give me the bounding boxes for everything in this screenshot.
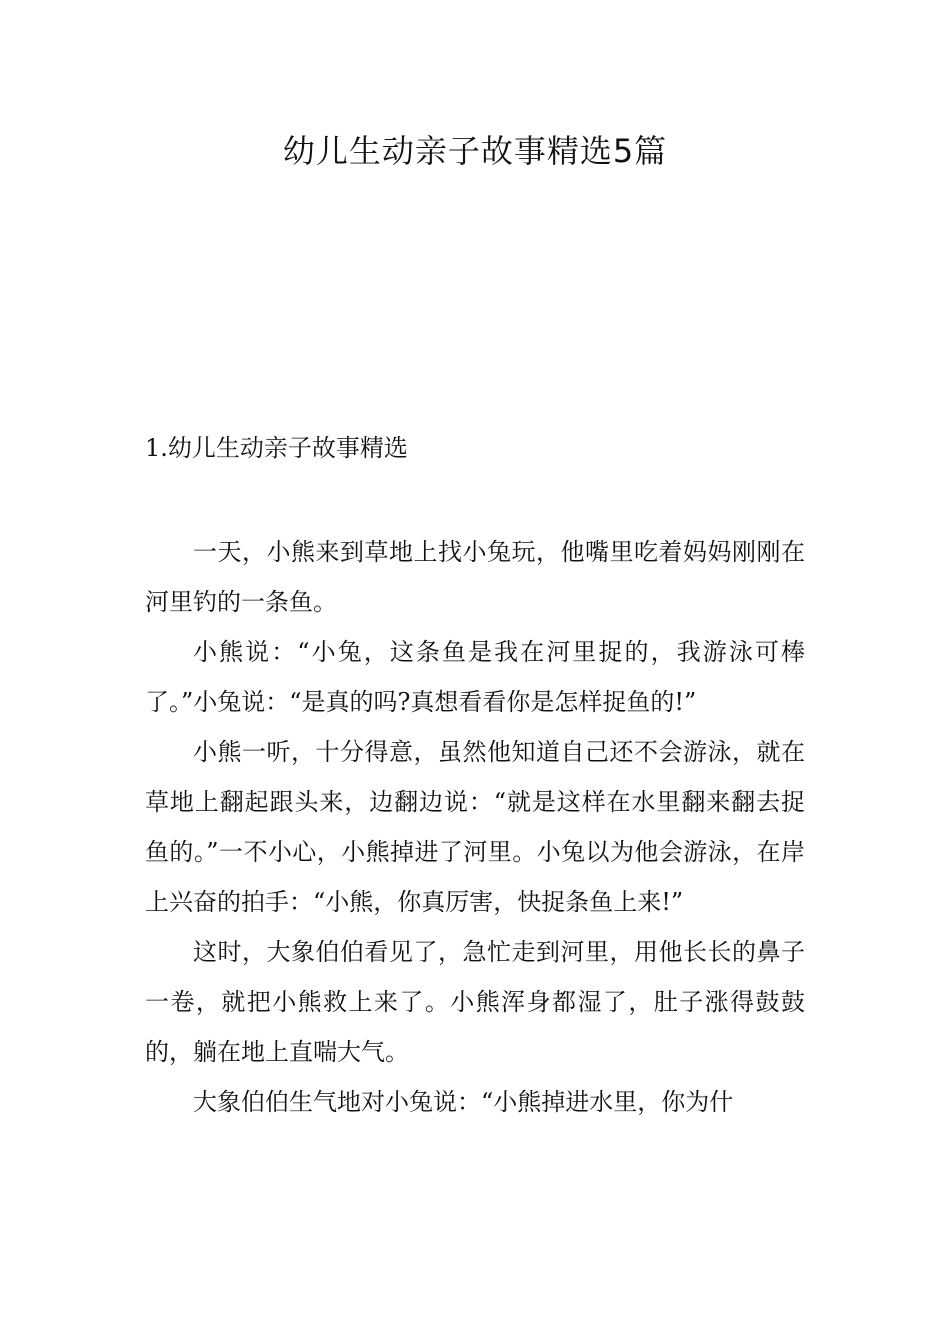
- section-heading: 1.幼儿生动亲子故事精选: [145, 434, 408, 462]
- paragraph: 小熊说：“小兔，这条鱼是我在河里捉的，我游泳可棒了。”小兔说：“是真的吗?真想看看你是怎样捉鱼的!”: [145, 638, 805, 716]
- story-body: [145, 527, 805, 1127]
- paragraph: 大象伯伯生气地对小兔说：“小熊掉进水里，你为什: [193, 1088, 734, 1116]
- paragraph: 这时，大象伯伯看见了，急忙走到河里，用他长长的鼻子一卷，就把小熊救上来了。小熊浑身都湿了，肚子涨得鼓鼓的，躺在地上直喘大气。: [145, 938, 805, 1066]
- document-title: 幼儿生动亲子故事精选5篇: [282, 132, 668, 170]
- paragraph: 一天，小熊来到草地上找小兔玩，他嘴里吃着妈妈刚刚在河里钓的一条鱼。: [145, 538, 805, 616]
- paragraph: 小熊一听，十分得意，虽然他知道自己还不会游泳，就在草地上翻起跟头来，边翻边说：“就是这样在水里翻来翻去捉鱼的。”一不小心，小熊掉进了河里。小兔以为他会游泳，在岸上兴奋的拍手：“小熊，你真厉害，快捉条鱼上来!”: [145, 738, 805, 916]
